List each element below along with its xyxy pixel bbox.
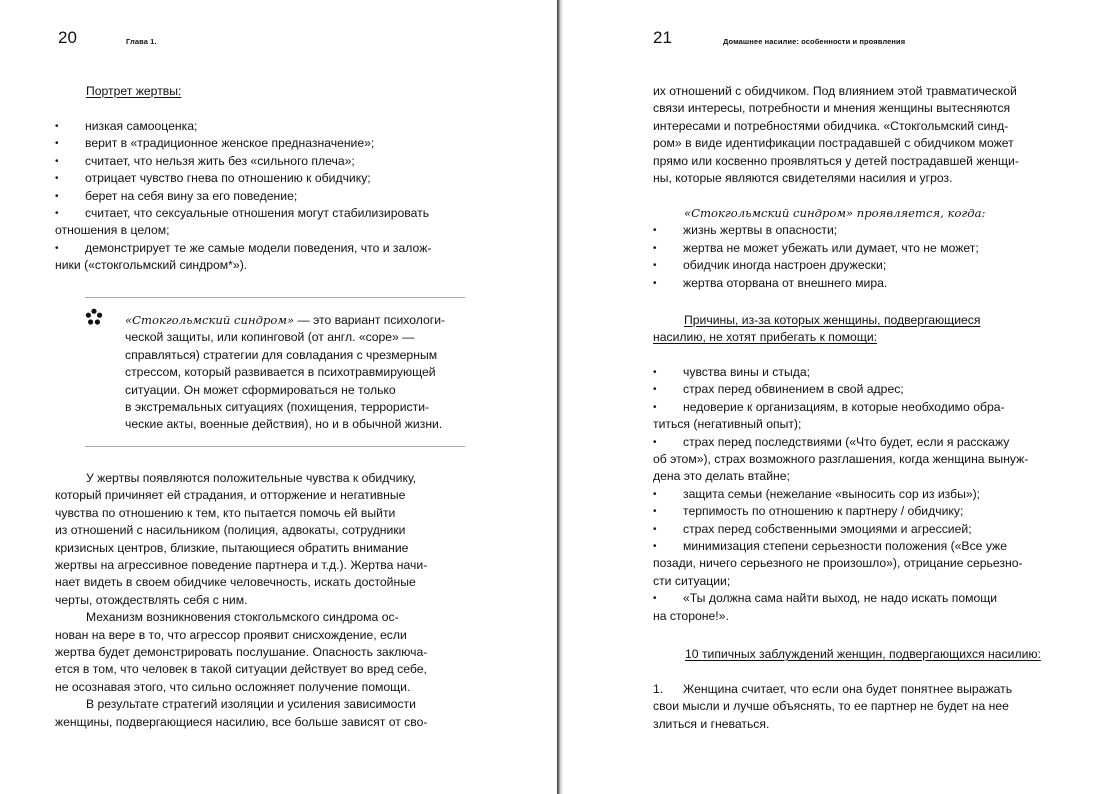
syndrome-heading: «Стокгольмский синдром» проявляется, когда: (684, 206, 986, 220)
running-head: Домашнее насилие: особенности и проявления (723, 37, 906, 46)
list-item: • берет на себя вину за его поведение; (55, 188, 475, 205)
reasons-heading: Причины, из-за которых женщины, подвергающиеся насилию, не хотят прибегать к помощи: (653, 313, 981, 345)
portrait-heading: Портрет жертвы: (86, 84, 182, 98)
portrait-list (55, 118, 475, 275)
list-item: • считает, что нельзя жить без «сильного плеча»; (55, 153, 475, 170)
item-number: 1. (653, 682, 664, 696)
list-item: • отрицает чувство гнева по отношению к обидчику; (55, 170, 475, 187)
page-number: 21 (653, 28, 672, 47)
intro-text: их отношений с обидчиком. Под влиянием этой травматической связи интересы, потребности и мнения женщины вытесняются интересами и потребностями обидчика. «Стокгольмский синд- ром» в виде идентификации пострадавшей с обидчиком может прямо или косвенно проявляться у детей пострадавшей женщи- ны, которые являются свидетелями насилия и угроз. (653, 84, 1019, 186)
right-page (563, 0, 1119, 794)
left-page (0, 0, 557, 794)
list-item: • недоверие к организациям, в которые необходимо обра- титься (негативный опыт); (653, 399, 1083, 434)
flower-icon (85, 308, 103, 326)
list-item: • минимизация степени серьезности положения («Все уже позади, ничего серьезного не произошло»), отрицание серьезно- сти ситуации; (653, 538, 1083, 590)
body-text: У жертвы появляются положительные чувства к обидчику, который причиняет ей страдания, и отторжение и негативные чувства по отношению к тем, кто пытается помочь ей выйти из отношений с насильником (полиция, адвокаты, сотрудники кризисных центров, близкие, пытающиеся обратить внимание жертвы на агрессивное поведение партнера и т.д.). Жертва начи- нает видеть в своем обидчике человечность, искать достойные черты, отождествлять себя с ним. Механизм возникновения стокгольмского синдрома ос- нован на вере в то, что агрессор проявит снисхождение, если жертва будет демонстрировать послушание. Опасность заключа- ется в том, что человек в такой ситуации действует во вред себе, не осознавая этого, что сильно осложняет получение помощи. В результате стратегий изоляции и усиления зависимости женщины, подвергающиеся насилию, все больше зависят от сво- (55, 471, 428, 729)
stockholm-syndrome-callout (85, 297, 465, 447)
misconceptions-heading: 10 типичных заблуждений женщин, подвергающихся насилию: (685, 647, 1041, 661)
numbered-item: 1. Женщина считает, что если она будет понятнее выражать свои мысли и лучше объяснять, то ее партнер не будет на нее злиться и гневаться. (653, 682, 1013, 731)
page-number: 20 (58, 28, 77, 47)
list-item: • защита семьи (нежелание «выносить сор из избы»); (653, 486, 1083, 503)
syndrome-section (653, 205, 1083, 292)
list-item: • страх перед обвинением в свой адрес; (653, 381, 1083, 398)
list-item: • жертва оторвана от внешнего мира. (653, 275, 1083, 292)
portrait-section (55, 83, 475, 100)
list-item: • низкая самооценка; (55, 118, 475, 135)
list-item: • жизнь жертвы в опасности; (653, 222, 1083, 239)
list-item: • обидчик иногда настроен дружески; (653, 257, 1083, 274)
list-item: • верит в «традиционное женское предназначение»; (55, 135, 475, 152)
list-item: • страх перед последствиями («Что будет, если я расскажу об этом»), страх возможного разглашения, когда женщина вынуж- дена это делать втайне; (653, 434, 1083, 486)
list-item: • «Ты должна сама найти выход, не надо искать помощи на стороне!». (653, 590, 1083, 625)
callout-text: «Стокгольмский синдром» — это вариант психологи- ческой защиты, или копинговой (от англ. «cope» — справляться) стратегии для совладания с чрезмерным стрессом, который развивается в психотравмирующей ситуации. Он может сформироваться не только в экстремальных ситуациях (похищения, террористи- ческие акты, военные действия), но и в обычной жизни. (125, 313, 446, 432)
list-item: • считает, что сексуальные отношения могут стабилизировать отношения в целом; (55, 205, 475, 240)
list-item: • чувства вины и стыда; (653, 364, 1083, 381)
list-item: • терпимость по отношению к партнеру / обидчику; (653, 503, 1083, 520)
list-item: • жертва не может убежать или думает, что не может; (653, 240, 1083, 257)
running-head: Глава 1. (126, 37, 157, 46)
list-item: • демонстрирует те же самые модели поведения, что и залож- ники («стокгольмский синдром*»). (55, 240, 475, 275)
list-item: • страх перед собственными эмоциями и агрессией; (653, 521, 1083, 538)
reasons-list (653, 364, 1083, 625)
callout-term: «Стокгольмский синдром» (125, 313, 295, 327)
